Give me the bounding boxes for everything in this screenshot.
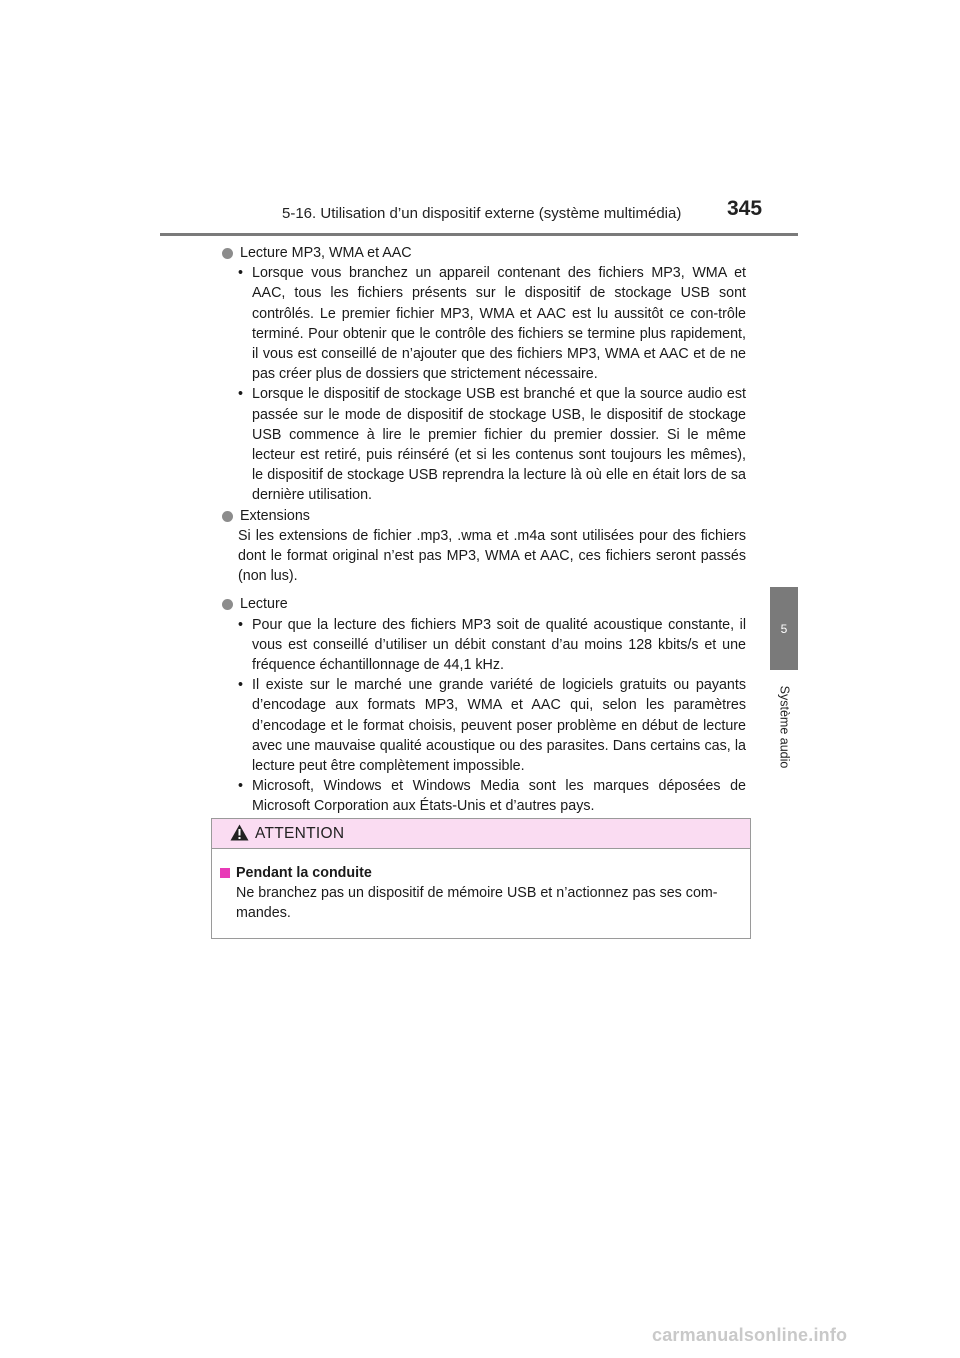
bullet-list [238,263,746,505]
list-item: • Lorsque le dispositif de stockage USB est branché et que la source audio est passée sur le mode de dispositif de stockage USB, le dispositif de stockage USB commence à lire le premier fichier du premier dossier. Si le même lecteur est retiré, puis réinséré (et si les contenus sont toujours les mêmes), le dispositif de stockage USB reprendra la lecture là où elle en était lors de sa dernière utilisation. [238,384,746,505]
list-item: • Il existe sur le marché une grande variété de logiciels gratuits ou payants d’encodage aux formats MP3, WMA et AAC qui, selon les paramètres d’encodage et le format choisis, peuvent poser problème en début de lecture avec une mauvaise qualité acoustique ou des parasites. Dans certains cas, la lecture peut être complètement impossible. [238,675,746,776]
watermark: carmanualsonline.info [652,1325,848,1345]
header-rule [160,233,798,236]
list-item: • Lorsque vous branchez un appareil contenant des fichiers MP3, WMA et AAC, tous les fichiers présents sur le dispositif de stockage USB sont contrôlés. Le premier fichier MP3, WMA et AAC est lu aussitôt ce con-trôle terminé. Pour obtenir que le contrôle des fichiers se termine plus rapidement, il vous est conseillé de n’ajouter que des fichiers MP3, WMA et AAC et de ne pas créer plus de dossiers que strictement nécessaire. [238,263,746,384]
warning-triangle-icon [230,824,249,846]
chapter-label-container [770,672,798,782]
section-paragraph: Si les extensions de fichier .mp3, .wma et .m4a sont utilisées pour des fichiers dont le format original n’est pas MP3, WMA et AAC, ces fichiers seront passés (non lus). [238,527,746,585]
section-mp3 [222,243,746,506]
list-item: • Pour que la lecture des fichiers MP3 soit de qualité acoustique constante, il vous est conseillé d’utiliser un débit constant d’au moins 128 kbits/s et une fréquence échantillonnage de 44,1 kHz. [238,615,746,676]
warning-text: Ne branchez pas un dispositif de mémoire USB et n’actionnez pas ses com-mandes. [236,885,718,922]
chapter-label: Système audio [777,685,791,769]
header-title: 5-16. Utilisation d’un dispositif externe (système multimédia) [282,205,682,222]
chapter-number: 5 [780,621,788,636]
warning-header [212,819,750,849]
warning-body [212,849,750,924]
warning-subheading: Pendant la conduite [220,863,742,883]
warning-box [211,818,751,939]
section-lecture [222,594,746,816]
warning-title: ATTENTION [255,825,345,842]
section-heading: Lecture MP3, WMA et AAC [222,243,746,263]
section-extensions [222,506,746,587]
bullet-list [238,615,746,817]
section-heading: Extensions [222,506,746,526]
page-number: 345 [727,197,763,220]
chapter-tab [770,587,798,670]
section-heading: Lecture [222,594,746,614]
main-content [222,243,746,817]
list-item: • Microsoft, Windows et Windows Media sont les marques déposées de Microsoft Corporation aux États-Unis et d’autres pays. [238,776,746,816]
